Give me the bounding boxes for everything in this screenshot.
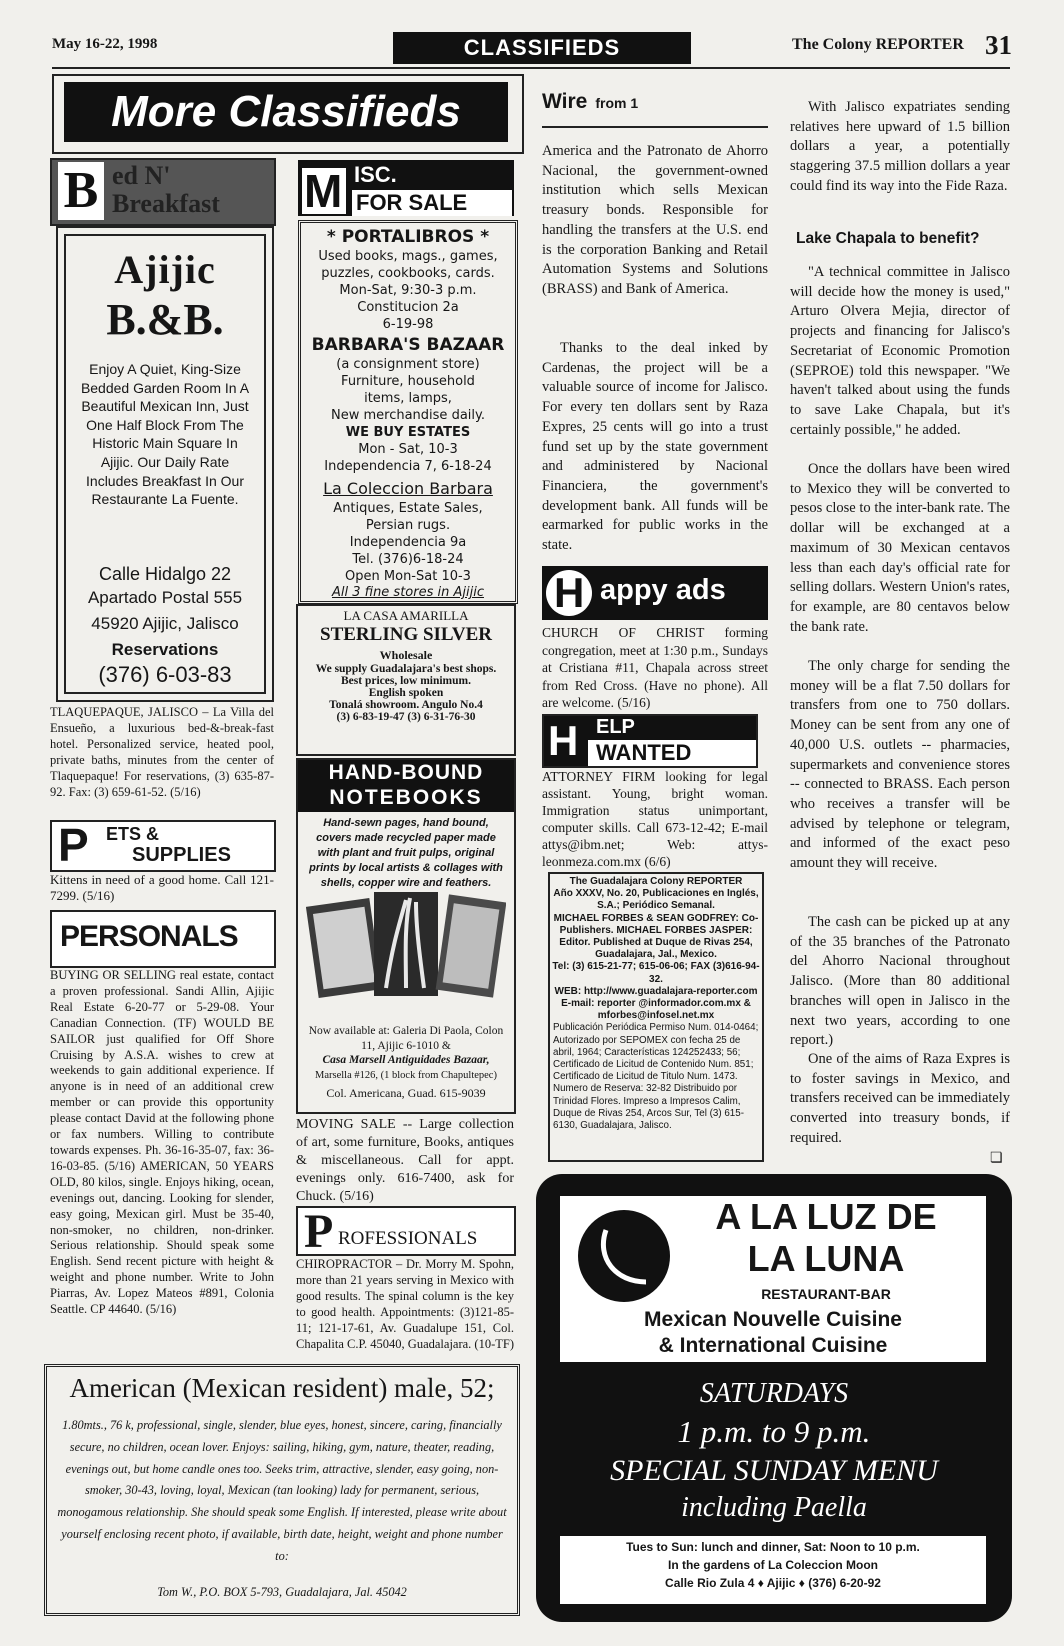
- coleccion-line: Persian rugs.: [365, 518, 451, 533]
- bnb-phone: (376) 6-03-83: [98, 662, 232, 687]
- bnb-letter: B: [58, 162, 104, 220]
- wire-col3-p1: With Jalisco expatriates sending relatives here upward of 1.5 billion dollars a year, a potentially staggering 37.5 million dollars a year could find its way into the Fide Raza.: [790, 99, 1010, 194]
- wire-col3-p4: The only charge for sending the money will be a flat 7.50 dollars for transfers from one to 750 dollars. Money can be sent from any one of 40,000 U.S. outlets -- pharmacies, supermarkets and convenience stores -- connected to BRASS. Each person who receives a transfer will be advised by telephone or telegram, and informed of the exact peso amount they will receive.: [790, 658, 1010, 872]
- portalibros-line: puzzles, cookbooks, cards.: [321, 266, 495, 281]
- happy-ad-text: CHURCH OF CHRIST forming congregation, meet at 1:30 p.m., Sundays at Cristiana #11, Chapala across street from Red Cross. (Have no phone). All are welcome. (5/16): [542, 625, 768, 710]
- page-number: 31: [985, 30, 1012, 60]
- coleccion-line: Tel. (376)6-18-24: [352, 552, 464, 567]
- wire-title: Wire: [542, 90, 588, 113]
- help-wanted-ad: ATTORNEY FIRM looking for legal assistant. Young, bright woman. Immigration status unimportant, computer skills. Call 673-12-42; E-mail attys@ibm.net; Web: attys-leonmeza.com.mx (6/6): [542, 769, 768, 869]
- american-ad-text: 1.80mts., 76 k, professional, single, slender, blue eyes, honest, sincere, caring, financially secure, no children, ocean lover. Enjoys: sailing, hiking, gym, nature, theater, reading, evenings out, but home candle ones too. Seeks trim, attractive, slender, easy going, non-smoker, 30-43, loving, loyal, Mexican (tan looking) lady for permanent, serious, monogamous relationship. She should speak some English. If interested, please write about yourself enclosing recent photo, if available, birth date, height, weight and phone number to:: [57, 1418, 507, 1563]
- bazaar-line: Independencia 7, 6-18-24: [324, 459, 492, 474]
- coleccion-line: Antiques, Estate Sales,: [333, 501, 483, 516]
- pets-ad: Kittens in need of a good home. Call 121-7299. (5/16): [50, 872, 274, 903]
- notebooks-ad: [296, 758, 516, 1114]
- amarilla-wholesale: Wholesale: [379, 648, 433, 662]
- luna-hours: 1 p.m. to 9 p.m.: [677, 1414, 871, 1449]
- luna-cuisine-1: Mexican Nouvelle Cuisine: [644, 1308, 902, 1331]
- moon-logo: [576, 1208, 672, 1304]
- ajijic-logo: Ajijic: [114, 247, 216, 292]
- personals-heading: [50, 910, 276, 968]
- american-ad-title: American (Mexican resident) male, 52;: [69, 1373, 495, 1403]
- notebooks-title-2: NOTEBOOKS: [298, 786, 514, 812]
- portalibros-title: * PORTALIBROS *: [326, 227, 490, 247]
- bazaar-line: Furniture, household: [341, 374, 475, 389]
- pets-line-2: SUPPLIES: [132, 844, 231, 866]
- casa-amarilla-ad: [296, 604, 516, 756]
- wire-paragraph-1: America and the Patronato de Ahorro Nacional, the government-owned institution which sells Mexican treasury bonds. Responsible for handling the transfers at the U.S. end is the corporation Banking and Retail Automation Systems and Solutions (BRASS) and Bank of America.: [542, 143, 768, 297]
- luna-special: SPECIAL SUNDAY MENU: [610, 1454, 938, 1487]
- notebooks-casa: Casa Marsell Antiguidades Bazaar,: [322, 1054, 490, 1066]
- notebooks-colonia: Col. Americana, Guad. 615-9039: [326, 1086, 486, 1100]
- help-wanted-heading: [542, 714, 758, 768]
- issue-date: May 16-22, 1998: [52, 36, 158, 52]
- bazaar-line: WE BUY ESTATES: [345, 425, 471, 440]
- amarilla-prices: Best prices, low minimum.: [340, 675, 471, 687]
- masthead-line: MICHAEL FORBES & SEAN GODFREY: Co-Publishers. MICHAEL FORBES JASPER: Editor. Published at Duque de Rivas 254, Guadalajara, Jal., Mexico.: [553, 912, 759, 961]
- luna-saturdays: SATURDAYS: [699, 1378, 849, 1409]
- portalibros-ad: [298, 220, 518, 604]
- notebooks-illustration: [306, 888, 506, 1014]
- portalibros-line: Mon-Sat, 9:30-3 p.m.: [339, 283, 477, 298]
- amarilla-line-1: LA CASA AMARILLA: [343, 608, 469, 623]
- tlaquepaque-ad: TLAQUEPAQUE, JALISCO – La Villa del Ensueño, a luxurious bed-&-break-fast hotel. Personalized service, heated pool, private baths, minutes from the center of Tlaquepaque! For reservations, (3) 635-87-92. Fax: (3) 659-61-52. (5/16): [50, 705, 274, 799]
- bnb-description: Enjoy A Quiet, King-Size Bedded Garden Room In A Beautiful Mexican Inn, Just One Half Block From The Historic Main Square In Ajijic. Our Daily Rate Includes Breakfast In Our Restaurante La Fuente.: [80, 361, 250, 508]
- amarilla-sterling: STERLING SILVER: [320, 624, 492, 645]
- barbaras-bazaar-title: BARBARA'S BAZAAR: [311, 335, 505, 355]
- bnb-address-1: Calle Hidalgo 22: [98, 564, 232, 584]
- end-mark: ❏: [990, 1151, 1003, 1166]
- coleccion-barbara-title: La Coleccion Barbara: [323, 479, 493, 498]
- coleccion-line: Open Mon-Sat 10-3: [345, 569, 471, 584]
- portalibros-line: 6-19-98: [382, 317, 434, 332]
- amarilla-showroom: Tonalá showroom. Angulo No.4: [329, 699, 483, 711]
- wire-heading: [542, 90, 768, 128]
- chiropractor-ad: CHIROPRACTOR – Dr. Morry M. Spohn, more than 21 years serving in Mexico with good results. The spinal column is the key to good health. Appointments: (3)121-85-11; 121-17-61, Av. Guadalupe 151, Col. Chapalita C.P. 45040, Guadalajara. (10-TF): [296, 1257, 515, 1351]
- pets-line-1: ETS &: [106, 824, 160, 844]
- bazaar-line: items, lamps,: [364, 391, 452, 406]
- bnb-reservations: Reservations: [111, 640, 219, 659]
- luna-paella: including Paella: [681, 1492, 867, 1523]
- lake-chapala-subhead: Lake Chapala to benefit?: [796, 230, 980, 247]
- wire-paragraph-2: Thanks to the deal inked by Cardenas, the project will be a valuable source of income for Jalisco. For every ten dollars sent by Raza Expres, 25 cents will go into a trust fund set up by the state government and administered by Nacional Financiera, the government's development bank. All funds will be earmarked for public works in the state.: [542, 340, 768, 554]
- amarilla-english: English spoken: [368, 687, 444, 699]
- bnb-heading-text: ed N' Breakfast: [112, 161, 220, 218]
- luna-title-1: A LA LUZ DE: [715, 1196, 937, 1237]
- pets-letter: P: [58, 819, 89, 871]
- luna-cuisine-2: & International Cuisine: [658, 1334, 888, 1357]
- help-line-1: ELP: [596, 716, 635, 738]
- masthead-legal: Publicación Periódica Permiso Num. 014-0464; Autorizado por SEPOMEX con fecha 25 de abril, 1964; Características 124252433; 56; Certificado de Licitud de Contenido Num. 851; Certificado de Licitud de Titulo Num. 1473. Numero de Reserva: 32-82 Distribuido por Trinidad Flores. Impreso a Impresos Calim, Duque de Rivas 254, Arcos Sur, Tel (3) 615-6130, Guadalajara, Jalisco.: [553, 1022, 759, 1132]
- la-luna-ad: [536, 1174, 1012, 1622]
- paper-name: The Colony REPORTER: [792, 36, 964, 53]
- happy-ads-heading: [542, 566, 768, 620]
- professionals-title: ROFESSIONALS: [338, 1228, 478, 1249]
- ajijic-bnb-ad: [56, 226, 274, 702]
- wire-col3-p3: Once the dollars have been wired to Mexico they will be converted to pesos close to the inter-bank rate. The dollar will be exchanged at a maximum of 30 Mexican centavos less than each day's official rate for selling dollars. Western Union's rates, for example, are 80 centavos below the bank rate.: [790, 461, 1010, 635]
- header-rule: [52, 67, 1010, 69]
- portalibros-footer: All 3 fine stores in Ajijic: [332, 585, 484, 600]
- misc-letter: M: [304, 165, 343, 217]
- more-classifieds-banner: More Classifieds: [64, 82, 508, 142]
- masthead-title: The Guadalajara Colony REPORTER: [569, 876, 743, 887]
- masthead-line: Año XXXV, No. 20, Publicaciones en Inglés, S.A.; Periódico Semanal.: [553, 888, 759, 912]
- bnb-address-3: 45920 Ajijic, Jalisco: [91, 614, 239, 633]
- bazaar-line: (a consignment store): [336, 357, 480, 372]
- bnb-heading: [50, 158, 276, 226]
- happy-letter: H: [554, 569, 585, 616]
- misc-line-2: FOR SALE: [356, 190, 468, 215]
- help-line-2: WANTED: [596, 740, 692, 765]
- notebook-illus-1b: [313, 907, 375, 989]
- moving-sale-ad: MOVING SALE -- Large collection of art, some furniture, Books, antiques & miscellaneous. Call for appt. evenings only. 616-7400, ask for Chuck. (5/16): [296, 1117, 514, 1204]
- wire-col3-p6: One of the aims of Raza Expres is to foster savings in Mexico, and transfers received can be immediately converted into treasury bonds, if required.: [790, 1051, 1010, 1146]
- bazaar-line: Mon - Sat, 10-3: [358, 442, 458, 457]
- notebooks-address: Marsella #126, (1 block from Chapultepec): [315, 1070, 497, 1081]
- luna-subtitle: RESTAURANT-BAR: [761, 1286, 891, 1302]
- misc-line-1: ISC.: [354, 162, 397, 187]
- professionals-heading: [296, 1206, 516, 1256]
- professionals-letter: P: [304, 1205, 334, 1258]
- luna-footer-3: Calle Rio Zula 4 ♦ Ajijic ♦ (376) 6-20-92: [665, 1576, 881, 1590]
- portalibros-line: Constitucion 2a: [357, 300, 459, 315]
- wire-col3-p5: The cash can be picked up at any of the 35 branches of the Patronato del Ahorro Nacional throughout Jalisco. (More than 80 additional branches will open in Jalisco in the next two years, according to one report.): [790, 914, 1010, 1049]
- personals-ads: BUYING OR SELLING real estate, contact a proven professional. Sandi Allin, Ajijic Real Estate 6-20-77 or 5-29-08. Your Canadian Connection. (TF) WOULD BE SAILOR just qualified for Off Shore Cruising by A.S.A. wishes to crew at weekends to gain additional experience. If anyone is in need of an additional crew member or can provide this opportunity please contact David at the following phone or fax numbers. Willing to contribute towards expenses. Ph. 36-16-35-07, fax: 36-16-03-85. (5/16) AMERICAN, 50 YEARS OLD, 80 kilos, single. Enjoys hiking, ocean, evenings out, dancing. Looking for slender, easy going, Mexican girl. Must be 35-40, non-smoker, no children, non-drinker. Serious relationship. Should speak some English. Send recent picture with height & weight and phone number. Write to John Piarras, Av. Lopez Mateos #891, Colonia Seattle. CP 44640. (5/16): [50, 968, 274, 1317]
- notebooks-available: Now available at: Galeria Di Paola, Colon 11, Ajijic 6-1010 &: [308, 1025, 504, 1052]
- personals-title: PERSONALS: [60, 920, 238, 953]
- masthead-web: WEB: http://www.guadalajara-reporter.com: [554, 985, 758, 997]
- notebooks-title-1: HAND-BOUND: [298, 760, 514, 786]
- bnb-address-2: Apartado Postal 555: [87, 588, 243, 607]
- coleccion-line: Independencia 9a: [349, 535, 467, 550]
- wire-col3-p2: "A technical committee in Jalisco will decide how the money is used," Arturo Olvera Mejia, director of projects and financing for Jalisco's Secretariat of Economic Promotion (SEPROE) told this newspaper. "We haven't talked about using the funds to save Lake Chapala, but it's certainly possible," he added.: [790, 264, 1010, 438]
- masthead-line: Tel: (3) 615-21-77; 615-06-06; FAX (3)616-94-32.: [552, 961, 760, 985]
- luna-footer-1: Tues to Sun: lunch and dinner, Sat: Noon to 10 p.m.: [626, 1540, 920, 1554]
- luna-title-2: LA LUNA: [747, 1238, 905, 1279]
- happy-title: appy ads: [600, 574, 726, 606]
- notebooks-desc: Hand-sewn pages, hand bound, covers made recycled paper made with plant and fruit pulps, original prints by local artists & collages with shells, copper wire and feathers.: [309, 817, 503, 889]
- section-title: CLASSIFIEDS: [393, 32, 691, 64]
- wire-jump: from 1: [595, 95, 639, 111]
- portalibros-line: Used books, mags., games,: [318, 249, 498, 264]
- bazaar-line: New merchandise daily.: [331, 408, 485, 423]
- masthead-email: E-mail: reporter @informador.com.mx & mforbes@infosel.net.mx: [561, 998, 751, 1022]
- pets-heading: [50, 820, 276, 872]
- american-ad-address: Tom W., P.O. BOX 5-793, Guadalajara, Jal. 45042: [157, 1585, 407, 1599]
- amarilla-supply: We supply Guadalajara's best shops.: [315, 663, 497, 675]
- luna-footer-2: In the gardens of La Coleccion Moon: [667, 1558, 878, 1572]
- american-male-ad: [44, 1364, 520, 1616]
- masthead-box: [548, 872, 764, 1162]
- bnb-logo: B.&B.: [106, 295, 224, 344]
- amarilla-phones: (3) 6-83-19-47 (3) 6-31-76-30: [336, 711, 476, 723]
- misc-heading: [298, 160, 514, 216]
- help-letter: H: [548, 717, 579, 764]
